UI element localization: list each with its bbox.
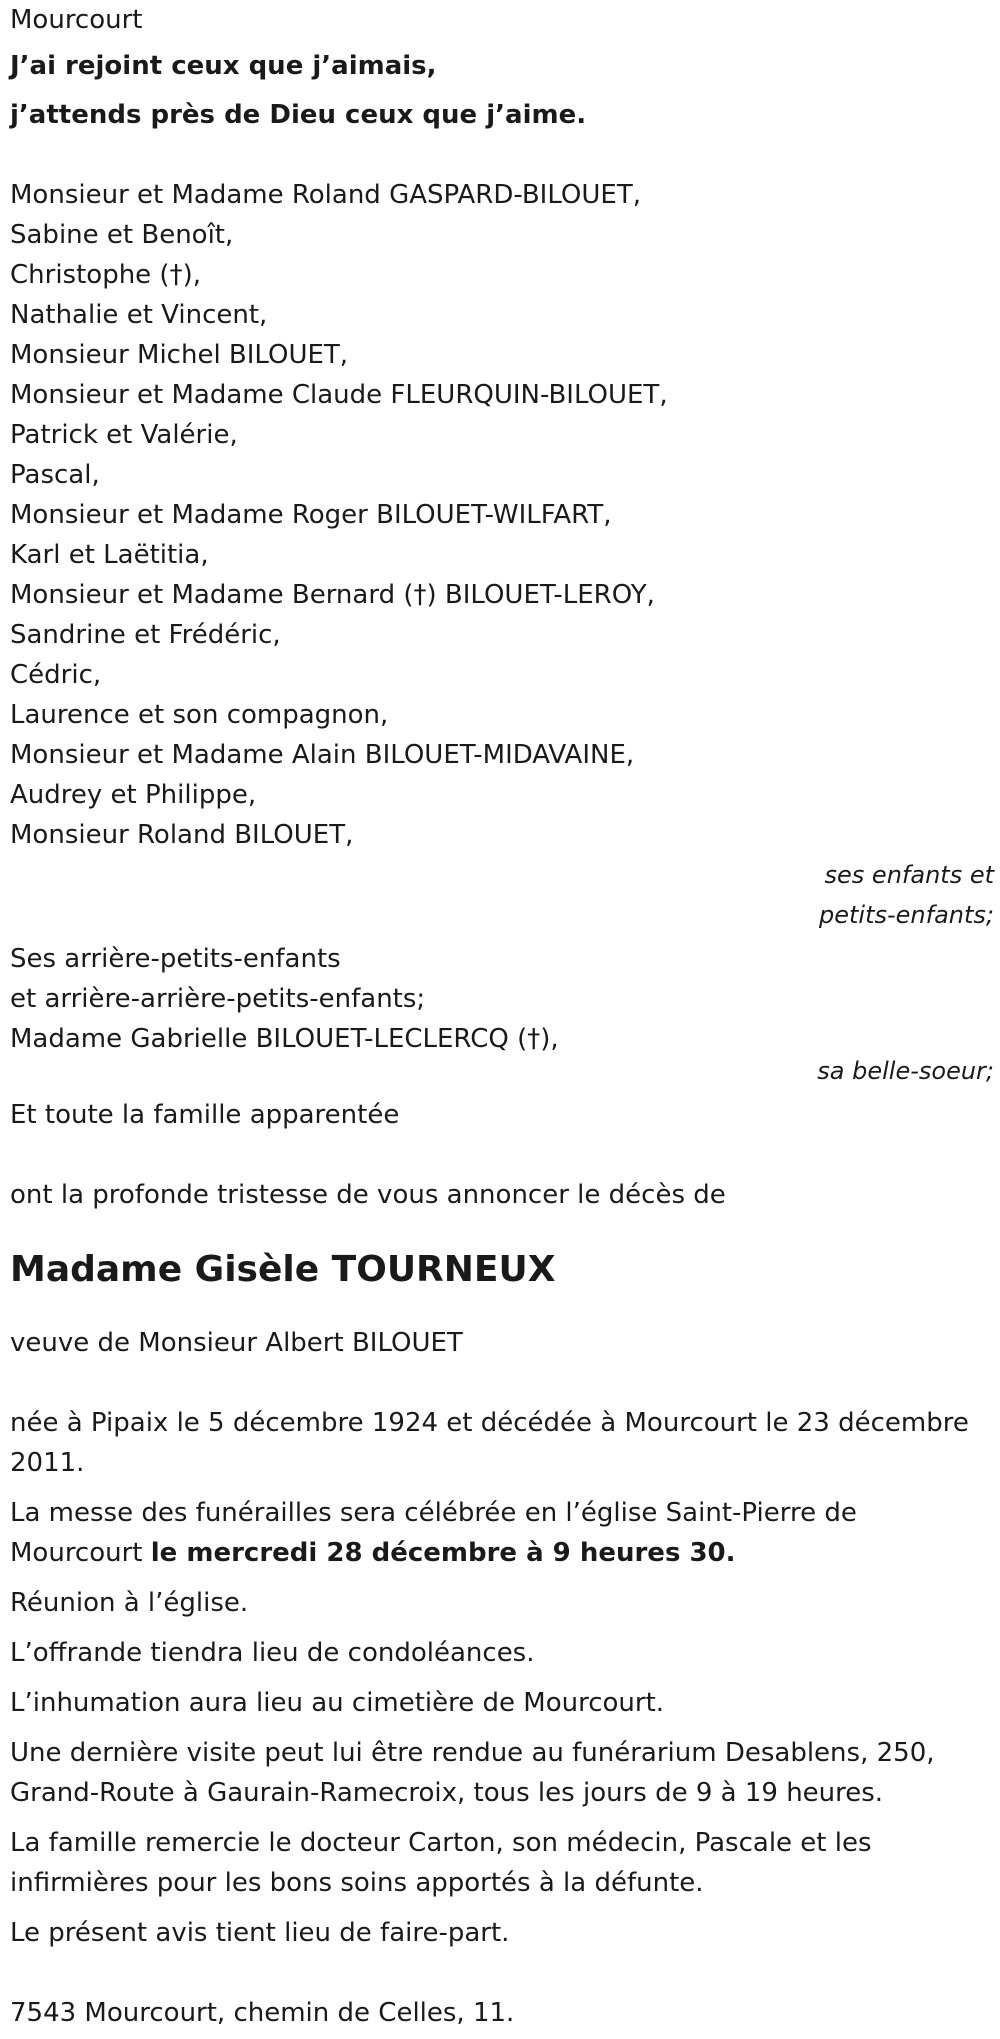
family-member: Christophe (†), <box>10 260 201 290</box>
family-member: Patrick et Valérie, <box>10 420 238 450</box>
quote-line-1: J’ai rejoint ceux que j’aimais, <box>10 51 437 81</box>
family-member: Monsieur Michel BILOUET, <box>10 340 349 370</box>
burial-info: L’inhumation aura lieu au cimetière de Mourcourt. <box>10 1688 665 1718</box>
widow-of: veuve de Monsieur Albert BILOUET <box>10 1328 463 1358</box>
thanks-info: La famille remercie le docteur Carton, son médecin, Pascale et les infirmières pour les bons soins apportés à la défunte. <box>10 1828 872 1898</box>
sister-in-law: Madame Gabrielle BILOUET-LECLERCQ (†), <box>10 1024 559 1054</box>
mass-date: le mercredi 28 décembre à 9 heures 30. <box>150 1538 736 1568</box>
visit-info: Une dernière visite peut lui être rendue au funérarium Desablens, 250, Grand-Route à Gaurain-Ramecroix, tous les jours de 9 à 19 heures. <box>10 1738 935 1808</box>
mass-text: La messe des funérailles sera célébrée en l’église Saint-Pierre de Mourcourt <box>10 1498 857 1568</box>
family-member: Monsieur Roland BILOUET, <box>10 820 354 850</box>
all-family: Et toute la famille apparentée <box>10 1100 400 1130</box>
family-member: Monsieur et Madame Bernard (†) BILOUET-LEROY, <box>10 580 655 610</box>
family-member: Cédric, <box>10 660 102 690</box>
family-member: Monsieur et Madame Roger BILOUET-WILFART, <box>10 500 612 530</box>
birth-death: née à Pipaix le 5 décembre 1924 et décédée à Mourcourt le 23 décembre 2011. <box>10 1408 969 1478</box>
notice-info: Le présent avis tient lieu de faire-part. <box>10 1918 510 1948</box>
family-list <box>10 175 994 855</box>
family-member: Monsieur et Madame Claude FLEURQUIN-BILOUET, <box>10 380 668 410</box>
address: 7543 Mourcourt, chemin de Celles, 11. <box>10 1998 515 2028</box>
offering-info: L’offrande tiendra lieu de condoléances. <box>10 1638 535 1668</box>
great-grandchildren-line-1: Ses arrière-petits-enfants <box>10 944 341 974</box>
quote-line-2: j’attends près de Dieu ceux que j’aime. <box>10 100 587 130</box>
deceased-name: Madame Gisèle TOURNEUX <box>10 1249 556 1290</box>
family-member: Nathalie et Vincent, <box>10 300 268 330</box>
funeral-mass <box>10 1493 994 1573</box>
family-member: Laurence et son compagnon, <box>10 700 389 730</box>
family-role-line-2: petits-enfants; <box>819 901 994 929</box>
place-name: Mourcourt <box>10 5 143 35</box>
family-member: Karl et Laëtitia, <box>10 540 209 570</box>
family-member: Sabine et Benoît, <box>10 220 234 250</box>
family-member: Monsieur et Madame Roland GASPARD-BILOUET, <box>10 180 641 210</box>
meeting-info: Réunion à l’église. <box>10 1588 249 1618</box>
sister-in-law-role: sa belle-soeur; <box>817 1057 994 1085</box>
death-notice <box>10 0 994 2033</box>
great-grandchildren-line-2: et arrière-arrière-petits-enfants; <box>10 984 426 1014</box>
family-member: Pascal, <box>10 460 100 490</box>
family-member: Sandrine et Frédéric, <box>10 620 281 650</box>
family-member: Audrey et Philippe, <box>10 780 257 810</box>
family-role-line-1: ses enfants et <box>824 861 994 889</box>
announcement: ont la profonde tristesse de vous annoncer le décès de <box>10 1180 726 1210</box>
family-member: Monsieur et Madame Alain BILOUET-MIDAVAINE, <box>10 740 635 770</box>
